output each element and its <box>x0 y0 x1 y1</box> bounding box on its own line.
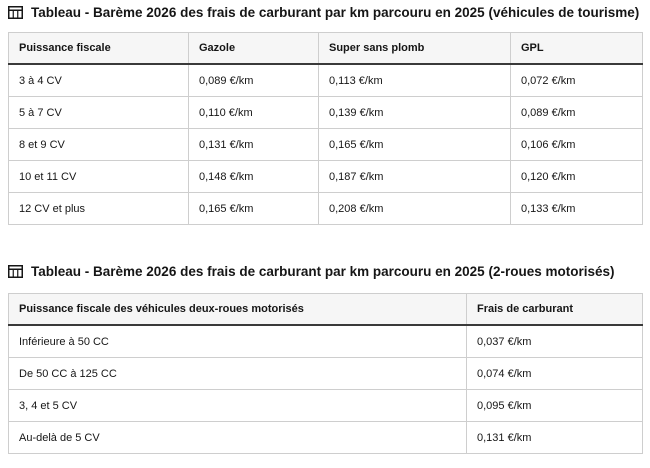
table-cell: 0,110 €/km <box>189 97 319 129</box>
table-cell: 0,131 €/km <box>467 422 643 454</box>
table-cell: Inférieure à 50 CC <box>9 325 467 358</box>
table-row <box>9 64 643 97</box>
table-row <box>9 390 643 422</box>
table-cell: 0,165 €/km <box>319 129 511 161</box>
table-cell: 3, 4 et 5 CV <box>9 390 467 422</box>
fuel-cost-table-deux-roues <box>8 293 643 454</box>
table-header-row <box>9 294 643 326</box>
column-header: GPL <box>511 33 643 65</box>
column-header: Frais de carburant <box>467 294 643 326</box>
table-cell: 0,089 €/km <box>189 64 319 97</box>
table-icon <box>8 265 23 278</box>
table-section-deux-roues <box>8 259 642 454</box>
table-caption <box>8 0 642 24</box>
table-row <box>9 97 643 129</box>
column-header: Gazole <box>189 33 319 65</box>
table-row <box>9 325 643 358</box>
fuel-cost-table-tourisme <box>8 32 643 225</box>
table-caption-text: Tableau - Barème 2026 des frais de carburant par km parcouru en 2025 (2-roues motorisés) <box>31 263 615 279</box>
table-cell: 0,106 €/km <box>511 129 643 161</box>
table-row <box>9 422 643 454</box>
table-cell: Au-delà de 5 CV <box>9 422 467 454</box>
table-cell: 3 à 4 CV <box>9 64 189 97</box>
column-header: Puissance fiscale <box>9 33 189 65</box>
table-cell: 0,095 €/km <box>467 390 643 422</box>
table-cell: 0,165 €/km <box>189 193 319 225</box>
table-cell: 0,131 €/km <box>189 129 319 161</box>
table-row <box>9 193 643 225</box>
table-row <box>9 358 643 390</box>
table-cell: 0,072 €/km <box>511 64 643 97</box>
table-caption-text: Tableau - Barème 2026 des frais de carburant par km parcouru en 2025 (véhicules de tourisme) <box>31 4 640 20</box>
table-row <box>9 129 643 161</box>
table-cell: 0,074 €/km <box>467 358 643 390</box>
table-cell: 0,089 €/km <box>511 97 643 129</box>
table-cell: 0,120 €/km <box>511 161 643 193</box>
table-cell: 12 CV et plus <box>9 193 189 225</box>
table-cell: De 50 CC à 125 CC <box>9 358 467 390</box>
table-cell: 0,037 €/km <box>467 325 643 358</box>
table-header-row <box>9 33 643 65</box>
table-cell: 0,133 €/km <box>511 193 643 225</box>
table-cell: 5 à 7 CV <box>9 97 189 129</box>
table-icon <box>8 6 23 19</box>
table-cell: 0,139 €/km <box>319 97 511 129</box>
column-header: Super sans plomb <box>319 33 511 65</box>
table-cell: 10 et 11 CV <box>9 161 189 193</box>
table-cell: 0,113 €/km <box>319 64 511 97</box>
table-cell: 0,208 €/km <box>319 193 511 225</box>
table-cell: 0,148 €/km <box>189 161 319 193</box>
table-caption <box>8 259 642 283</box>
table-cell: 8 et 9 CV <box>9 129 189 161</box>
column-header: Puissance fiscale des véhicules deux-roues motorisés <box>9 294 467 326</box>
table-row <box>9 161 643 193</box>
table-cell: 0,187 €/km <box>319 161 511 193</box>
table-section-tourisme <box>8 0 642 225</box>
